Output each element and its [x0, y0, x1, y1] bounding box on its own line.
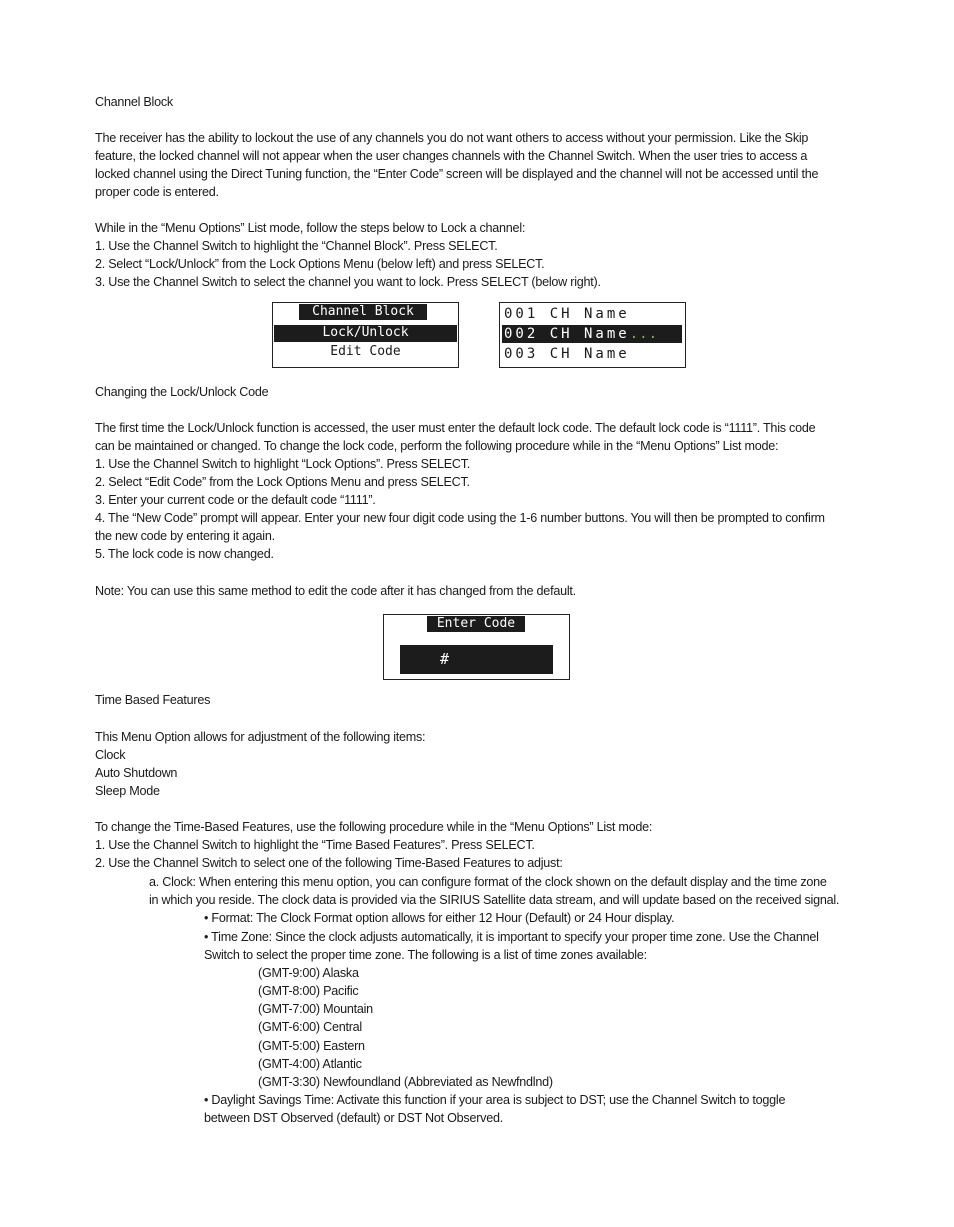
menu-item-lock-unlock: Lock/Unlock	[274, 325, 457, 342]
code-entry-field: #	[400, 645, 553, 674]
step-item: 4. The “New Code” prompt will appear. Enter your new four digit code using the 1-6 number buttons. You will then be prompted to confirm	[95, 511, 825, 525]
step-item: 1. Use the Channel Switch to highlight “Lock Options”. Press SELECT.	[95, 457, 470, 471]
lock-options-screen	[272, 302, 459, 368]
step-item: 1. Use the Channel Switch to highlight the “Time Based Features”. Press SELECT.	[95, 838, 535, 852]
paragraph-line: locked channel using the Direct Tuning function, the “Enter Code” screen will be displayed and the channel will not be accessed until the	[95, 167, 819, 181]
step-item: 2. Select “Lock/Unlock” from the Lock Options Menu (below left) and press SELECT.	[95, 257, 545, 271]
enter-code-screen	[383, 614, 570, 680]
channel-row-selected	[502, 325, 682, 343]
step-item: 3. Enter your current code or the default code “1111”.	[95, 493, 376, 507]
bullet-dst-cont: between DST Observed (default) or DST Not Observed.	[204, 1111, 503, 1125]
bullet-time-zone: • Time Zone: Since the clock adjusts automatically, it is important to specify your proper time zone. Use the Channel	[204, 930, 819, 944]
time-based-heading: Time Based Features	[95, 693, 211, 707]
step-item: 1. Use the Channel Switch to highlight the “Channel Block”. Press SELECT.	[95, 239, 498, 253]
bullet-dst: • Daylight Savings Time: Activate this function if your area is subject to DST; use the Channel Switch to toggle	[204, 1093, 786, 1107]
sub-item-clock: a. Clock: When entering this menu option, you can configure format of the clock shown on the default display and the time zone	[149, 875, 827, 889]
steps-intro: While in the “Menu Options” List mode, follow the steps below to Lock a channel:	[95, 221, 526, 235]
feature-item: Sleep Mode	[95, 784, 160, 798]
step-item: 2. Select “Edit Code” from the Lock Options Menu and press SELECT.	[95, 475, 470, 489]
paragraph-line: can be maintained or changed. To change the lock code, perform the following procedure while in the “Menu Options” List mode:	[95, 439, 779, 453]
bullet-format: • Format: The Clock Format option allows for either 12 Hour (Default) or 24 Hour display.	[204, 911, 675, 925]
time-zone-item: (GMT-6:00) Central	[258, 1020, 362, 1034]
paragraph-line: feature, the locked channel will not appear when the user changes channels with the Channel Switch. When the user tries to access a	[95, 149, 808, 163]
step-item: 3. Use the Channel Switch to select the channel you want to lock. Press SELECT (below right).	[95, 275, 601, 289]
step-item: the new code by entering it again.	[95, 529, 275, 543]
sub-item-clock-cont: in which you reside. The clock data is provided via the SIRIUS Satellite data stream, and will update based on the received signal.	[149, 893, 840, 907]
signal-indicator: ...	[629, 326, 659, 342]
feature-item: Auto Shutdown	[95, 766, 178, 780]
time-zone-item: (GMT-3:30) Newfoundland (Abbreviated as Newfndlnd)	[258, 1075, 553, 1089]
step-item: 2. Use the Channel Switch to select one of the following Time-Based Features to adjust:	[95, 856, 563, 870]
time-zone-item: (GMT-8:00) Pacific	[258, 984, 359, 998]
channel-row-label: 002 CH Name	[504, 326, 630, 342]
menu-item-edit-code: Edit Code	[330, 344, 401, 359]
time-zone-item: (GMT-5:00) Eastern	[258, 1039, 365, 1053]
channel-row: 003 CH Name	[504, 346, 630, 362]
channel-list-screen	[499, 302, 686, 368]
procedure-intro: To change the Time-Based Features, use the following procedure while in the “Menu Options” List mode:	[95, 820, 653, 834]
screen-title: Enter Code	[427, 616, 525, 632]
paragraph-line: This Menu Option allows for adjustment of the following items:	[95, 730, 426, 744]
note: Note: You can use this same method to edit the code after it has changed from the default.	[95, 584, 576, 598]
step-item: 5. The lock code is now changed.	[95, 547, 274, 561]
time-zone-item: (GMT-9:00) Alaska	[258, 966, 359, 980]
screen-title: Channel Block	[299, 304, 427, 320]
time-zone-item: (GMT-4:00) Atlantic	[258, 1057, 362, 1071]
bullet-time-zone-cont: Switch to select the proper time zone. The following is a list of time zones available:	[204, 948, 647, 962]
channel-row: 001 CH Name	[504, 306, 630, 322]
paragraph-line: proper code is entered.	[95, 185, 219, 199]
paragraph-line: The first time the Lock/Unlock function is accessed, the user must enter the default lock code. The default lock code is “1111”. This code	[95, 421, 816, 435]
feature-item: Clock	[95, 748, 126, 762]
channel-block-heading: Channel Block	[95, 95, 173, 109]
paragraph-line: The receiver has the ability to lockout the use of any channels you do not want others to access without your permission. Like the Skip	[95, 131, 809, 145]
change-code-heading: Changing the Lock/Unlock Code	[95, 385, 269, 399]
time-zone-item: (GMT-7:00) Mountain	[258, 1002, 373, 1016]
